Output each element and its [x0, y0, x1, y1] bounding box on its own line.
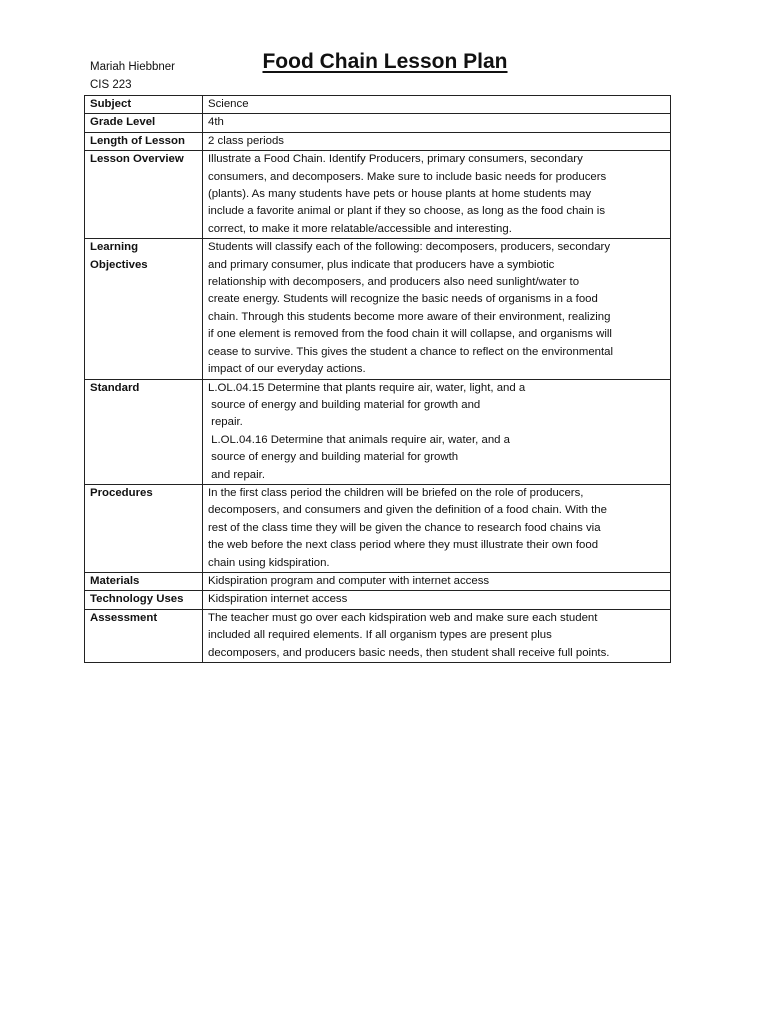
author-name: Mariah Hiebbner: [90, 61, 176, 73]
row-label: Learning Objectives: [90, 241, 148, 271]
row-value-cell: [203, 484, 671, 572]
row-value-cell: [203, 114, 671, 132]
row-value-line: decomposers, and consumers and given the definition of a food chain. With the: [208, 504, 607, 517]
course-code: CIS 223: [90, 79, 132, 91]
row-value-line: L.OL.04.15 Determine that plants require air, water, light, and a: [208, 381, 526, 394]
row-label-cell: [85, 96, 203, 114]
row-value-line: and repair.: [208, 468, 265, 481]
row-value-cell: [203, 379, 671, 484]
row-value-line: Kidspiration program and computer with internet access: [208, 574, 490, 587]
row-label-cell: [85, 572, 203, 590]
row-value-line: decomposers, and producers basic needs, then student shall receive full points.: [208, 646, 610, 659]
row-value-line: included all required elements. If all organism types are present plus: [208, 629, 552, 642]
row-label: Lesson Overview: [90, 153, 184, 166]
row-value-line: create energy. Students will recognize the basic needs of organisms in a food: [208, 293, 598, 306]
row-value-line: chain using kidspiration.: [208, 556, 330, 569]
author-block: [90, 58, 175, 94]
lesson-plan-table: [84, 95, 671, 663]
row-label: Length of Lesson: [90, 134, 185, 147]
row-value-cell: [203, 572, 671, 590]
row-label-cell: [85, 484, 203, 572]
row-value-cell: [203, 591, 671, 609]
row-value-line: (plants). As many students have pets or house plants at home students may: [208, 188, 592, 201]
row-value-line: source of energy and building material for growth and: [208, 398, 481, 411]
row-label-cell: [85, 114, 203, 132]
row-label: Standard: [90, 381, 140, 394]
row-value-line: source of energy and building material for growth: [208, 451, 459, 464]
table-row: [85, 151, 671, 239]
table-row: [85, 239, 671, 379]
row-label-cell: [85, 609, 203, 662]
row-value-line: L.OL.04.16 Determine that animals require air, water, and a: [208, 433, 511, 446]
row-value-line: Kidspiration internet access: [208, 593, 348, 606]
row-value-line: Illustrate a Food Chain. Identify Producers, primary consumers, secondary: [208, 153, 583, 166]
row-value-line: impact of our everyday actions.: [208, 363, 366, 376]
row-value-line: cease to survive. This gives the student a chance to reflect on the environmental: [208, 345, 614, 358]
row-label: Procedures: [90, 486, 153, 499]
row-value-line: relationship with decomposers, and producers also need sunlight/water to: [208, 276, 580, 289]
table-row: [85, 609, 671, 662]
row-label: Technology Uses: [90, 593, 184, 606]
row-value-line: Students will classify each of the following: decomposers, producers, secondary: [208, 241, 611, 254]
row-value-line: consumers, and decomposers. Make sure to include basic needs for producers: [208, 170, 607, 183]
table-row: [85, 591, 671, 609]
table-row: [85, 572, 671, 590]
row-value-line: 2 class periods: [208, 134, 284, 147]
row-label-cell: [85, 591, 203, 609]
row-label: Materials: [90, 574, 140, 587]
row-value-cell: [203, 239, 671, 379]
row-label: Assessment: [90, 611, 158, 624]
row-value-line: repair.: [208, 416, 243, 429]
row-value-cell: [203, 151, 671, 239]
row-value-line: chain. Through this students become more aware of their environment, realizing: [208, 310, 611, 323]
table-row: [85, 96, 671, 114]
row-value-cell: [203, 96, 671, 114]
table-row: [85, 379, 671, 484]
row-label-cell: [85, 132, 203, 150]
row-label-cell: [85, 379, 203, 484]
table-row: [85, 484, 671, 572]
row-value-line: if one element is removed from the food chain it will collapse, and organisms will: [208, 328, 612, 341]
row-value-line: include a favorite animal or plant if they so choose, as long as the food chain is: [208, 205, 606, 218]
row-value-line: The teacher must go over each kidspiration web and make sure each student: [208, 611, 598, 624]
row-value-line: correct, to make it more relatable/accessible and interesting.: [208, 222, 512, 235]
row-value-line: the web before the next class period where they must illustrate their own food: [208, 539, 599, 552]
table-row: [85, 132, 671, 150]
row-value-line: Science: [208, 98, 249, 110]
row-label-cell: [85, 239, 203, 379]
row-label: Grade Level: [90, 116, 156, 129]
row-value-line: In the first class period the children will be briefed on the role of producers,: [208, 486, 584, 499]
row-value-line: rest of the class time they will be given the chance to research food chains via: [208, 521, 601, 534]
row-value-line: 4th: [208, 116, 224, 129]
row-value-cell: [203, 132, 671, 150]
lesson-plan-table-body: [85, 96, 671, 663]
row-value-line: and primary consumer, plus indicate that producers have a symbiotic: [208, 258, 555, 271]
page-title: Food Chain Lesson Plan: [262, 50, 508, 73]
table-row: [85, 114, 671, 132]
row-value-cell: [203, 609, 671, 662]
row-label: Subject: [90, 98, 132, 110]
row-label-cell: [85, 151, 203, 239]
